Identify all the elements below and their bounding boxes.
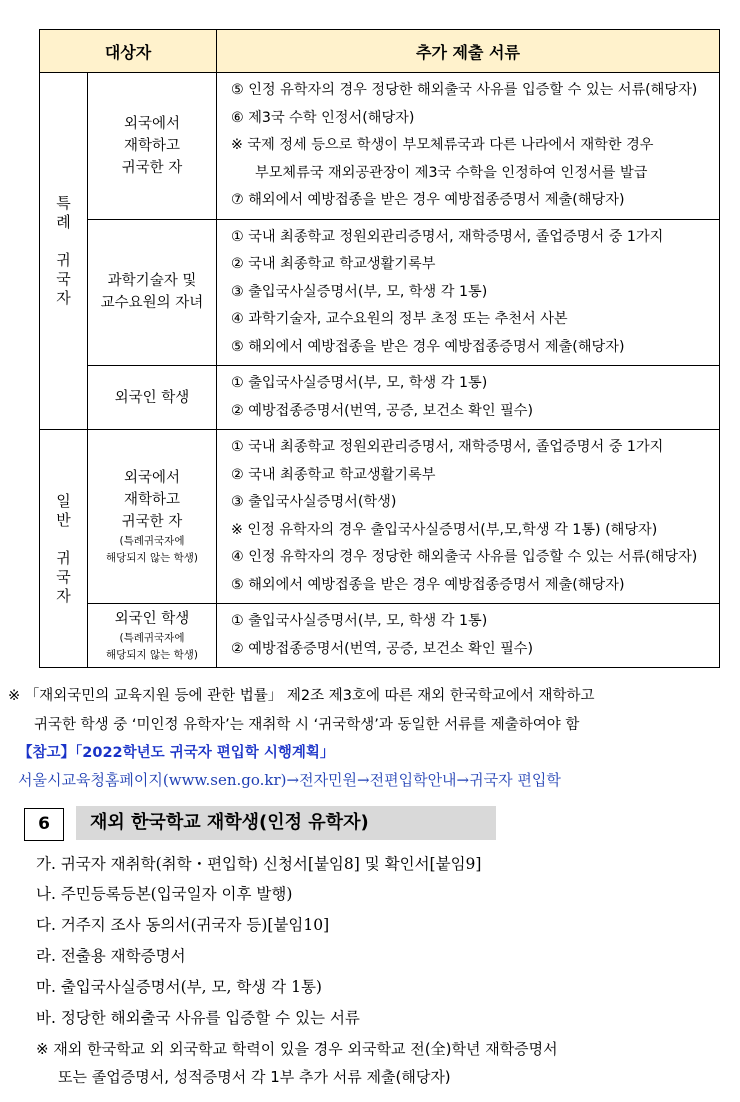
reference-title: 「2022학년도 귀국자 편입학 시행계획」 <box>75 745 335 761</box>
reference-line <box>18 741 334 762</box>
list-item: 바. 정당한 해외출국 사유를 입증할 수 있는 서류 <box>36 1009 360 1027</box>
law-note-line2: 귀국한 학생 중 ‘미인정 유학자’는 재취학 시 ‘귀국학생’과 동일한 서류를 제출하여야 함 <box>34 717 580 733</box>
header-documents: 추가 제출 서류 <box>217 30 720 73</box>
law-note-line1: ※ 「재외국민의 교육지원 등에 관한 법률」 제2조 제3호에 따른 재외 한국학교에서 재학하고 <box>8 688 595 704</box>
documents-cell: ① 출입국사실증명서(부, 모, 학생 각 1통) ② 예방접종증명서(번역, 공증, 보건소 확인 필수) <box>217 366 720 430</box>
target-cell: 외국인 학생 <box>88 366 217 430</box>
documents-cell: ⑤ 인정 유학자의 경우 정당한 해외출국 사유를 입증할 수 있는 서류(해당자) ⑥ 제3국 수학 인정서(해당자) ※ 국제 정세 등으로 학생이 부모체류국과 다른 나라에서 재학한 경우 부모체류국 재외공관장이 제3국 수학을 인정하여 인정서를 발급 ⑦ 해외에서 예방접종을 받은 경우 예방접종증명서 제출(해당자) <box>217 73 720 220</box>
reference-link[interactable]: 서울시교육청홈페이지(www.sen.go.kr)→전자민원→전편입학안내→귀국자 편입학 <box>18 771 561 789</box>
list-item: 나. 주민등록등본(입국일자 이후 발행) <box>36 885 293 903</box>
documents-cell: ① 국내 최종학교 정원외관리증명서, 재학증명서, 졸업증명서 중 1가지 ② 국내 최종학교 학교생활기록부 ③ 출입국사실증명서(학생) ※ 인정 유학자의 경우 출입국사실증명서(부,모,학생 각 1통) (해당자) ④ 인정 유학자의 경우 정당한 해외출국 사유를 입증할 수 있는 서류(해당자) ⑤ 해외에서 예방접종을 받은 경우 예방접종증명서 제출(해당자) <box>217 430 720 604</box>
section-note-line2: 또는 졸업증명서, 성적증명서 각 1부 추가 서류 제출(해당자) <box>58 1068 451 1086</box>
target-cell: 외국에서 재학하고 귀국한 자 (특례귀국자에 해당되지 않는 학생) <box>88 430 217 604</box>
table-header-row <box>40 30 720 73</box>
group-label-special: 특 례 귀 국 자 <box>40 73 88 430</box>
list-item: 라. 전출용 재학증명서 <box>36 947 186 965</box>
table-row <box>40 604 720 668</box>
group-label-general: 일 반 귀 국 자 <box>40 430 88 668</box>
table-row <box>40 366 720 430</box>
section-title: 재외 한국학교 재학생(인정 유학자) <box>76 806 496 840</box>
documents-cell: ① 출입국사실증명서(부, 모, 학생 각 1통) ② 예방접종증명서(번역, 공증, 보건소 확인 필수) <box>217 604 720 668</box>
section-number: 6 <box>24 808 64 841</box>
target-cell: 과학기술자 및 교수요원의 자녀 <box>88 219 217 366</box>
header-target: 대상자 <box>40 30 217 73</box>
requirements-table <box>39 29 720 668</box>
target-cell: 외국인 학생 (특례귀국자에 해당되지 않는 학생) <box>88 604 217 668</box>
list-item: 다. 거주지 조사 동의서(귀국자 등)[붙임10] <box>36 916 330 934</box>
reference-label: 【참고】 <box>18 745 76 761</box>
documents-cell: ① 국내 최종학교 정원외관리증명서, 재학증명서, 졸업증명서 중 1가지 ② 국내 최종학교 학교생활기록부 ③ 출입국사실증명서(부, 모, 학생 각 1통) ④ 과학기술자, 교수요원의 정부 초정 또는 추천서 사본 ⑤ 해외에서 예방접종을 받은 경우 예방접종증명서 제출(해당자) <box>217 219 720 366</box>
list-item: 마. 출입국사실증명서(부, 모, 학생 각 1통) <box>36 978 322 996</box>
section-note-line1: ※ 재외 한국학교 외 외국학교 학력이 있을 경우 외국학교 전(全)학년 재학증명서 <box>36 1040 558 1058</box>
table-row <box>40 73 720 220</box>
table-row <box>40 219 720 366</box>
table-row <box>40 430 720 604</box>
list-item: 가. 귀국자 재취학(취학・편입학) 신청서[붙임8] 및 확인서[붙임9] <box>36 855 482 873</box>
target-cell: 외국에서 재학하고 귀국한 자 <box>88 73 217 220</box>
